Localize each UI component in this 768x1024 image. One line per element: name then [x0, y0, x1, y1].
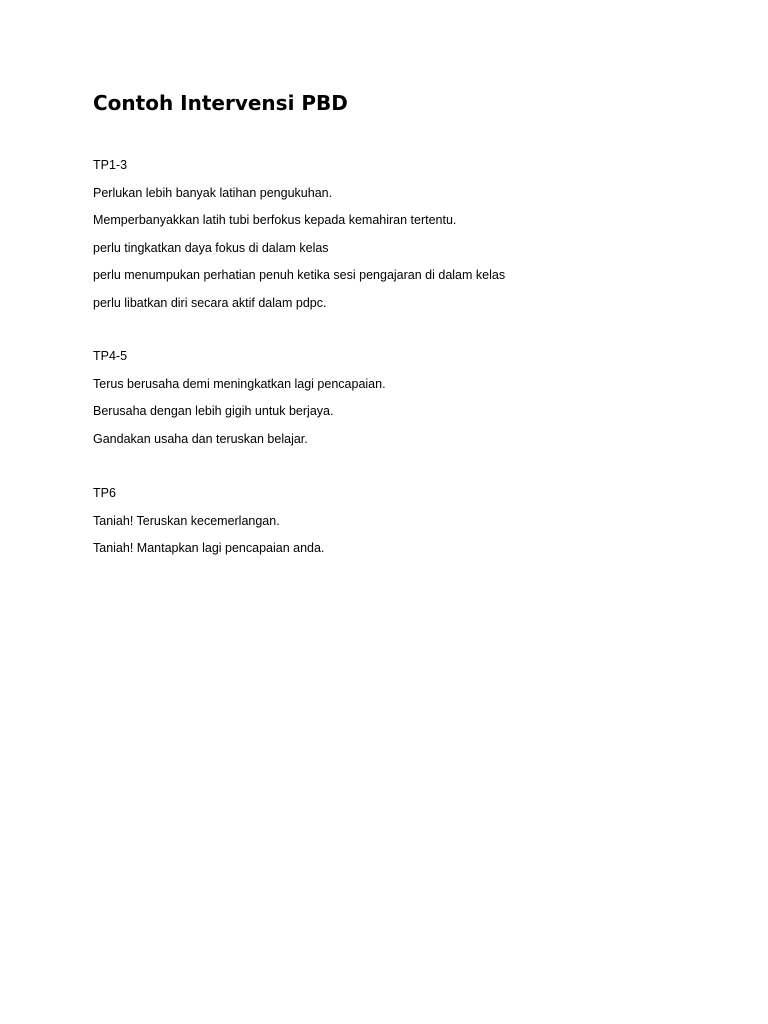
- section-tp4-5: [93, 348, 693, 448]
- section-line: Berusaha dengan lebih gigih untuk berjaya.: [93, 404, 334, 419]
- section-line: Perlukan lebih banyak latihan pengukuhan.: [93, 185, 333, 200]
- section-label: TP1-3: [93, 158, 128, 172]
- section-line: Taniah! Teruskan kecemerlangan.: [93, 513, 280, 528]
- section-line: perlu tingkatkan daya fokus di dalam kelas: [93, 240, 329, 255]
- section-label: TP4-5: [93, 349, 128, 363]
- section-line: Taniah! Mantapkan lagi pencapaian anda.: [93, 541, 325, 556]
- section-line: perlu libatkan diri secara aktif dalam pdpc.: [93, 295, 327, 310]
- section-tp1-3: [93, 157, 693, 312]
- document-title: Contoh Intervensi PBD: [93, 91, 348, 115]
- section-line: perlu menumpukan perhatian penuh ketika sesi pengajaran di dalam kelas: [93, 268, 506, 283]
- section-tp6: [93, 485, 693, 557]
- section-line: Gandakan usaha dan teruskan belajar.: [93, 431, 308, 446]
- section-label: TP6: [93, 486, 116, 500]
- section-line: Memperbanyakkan latih tubi berfokus kepada kemahiran tertentu.: [93, 213, 457, 228]
- section-line: Terus berusaha demi meningkatkan lagi pencapaian.: [93, 376, 386, 391]
